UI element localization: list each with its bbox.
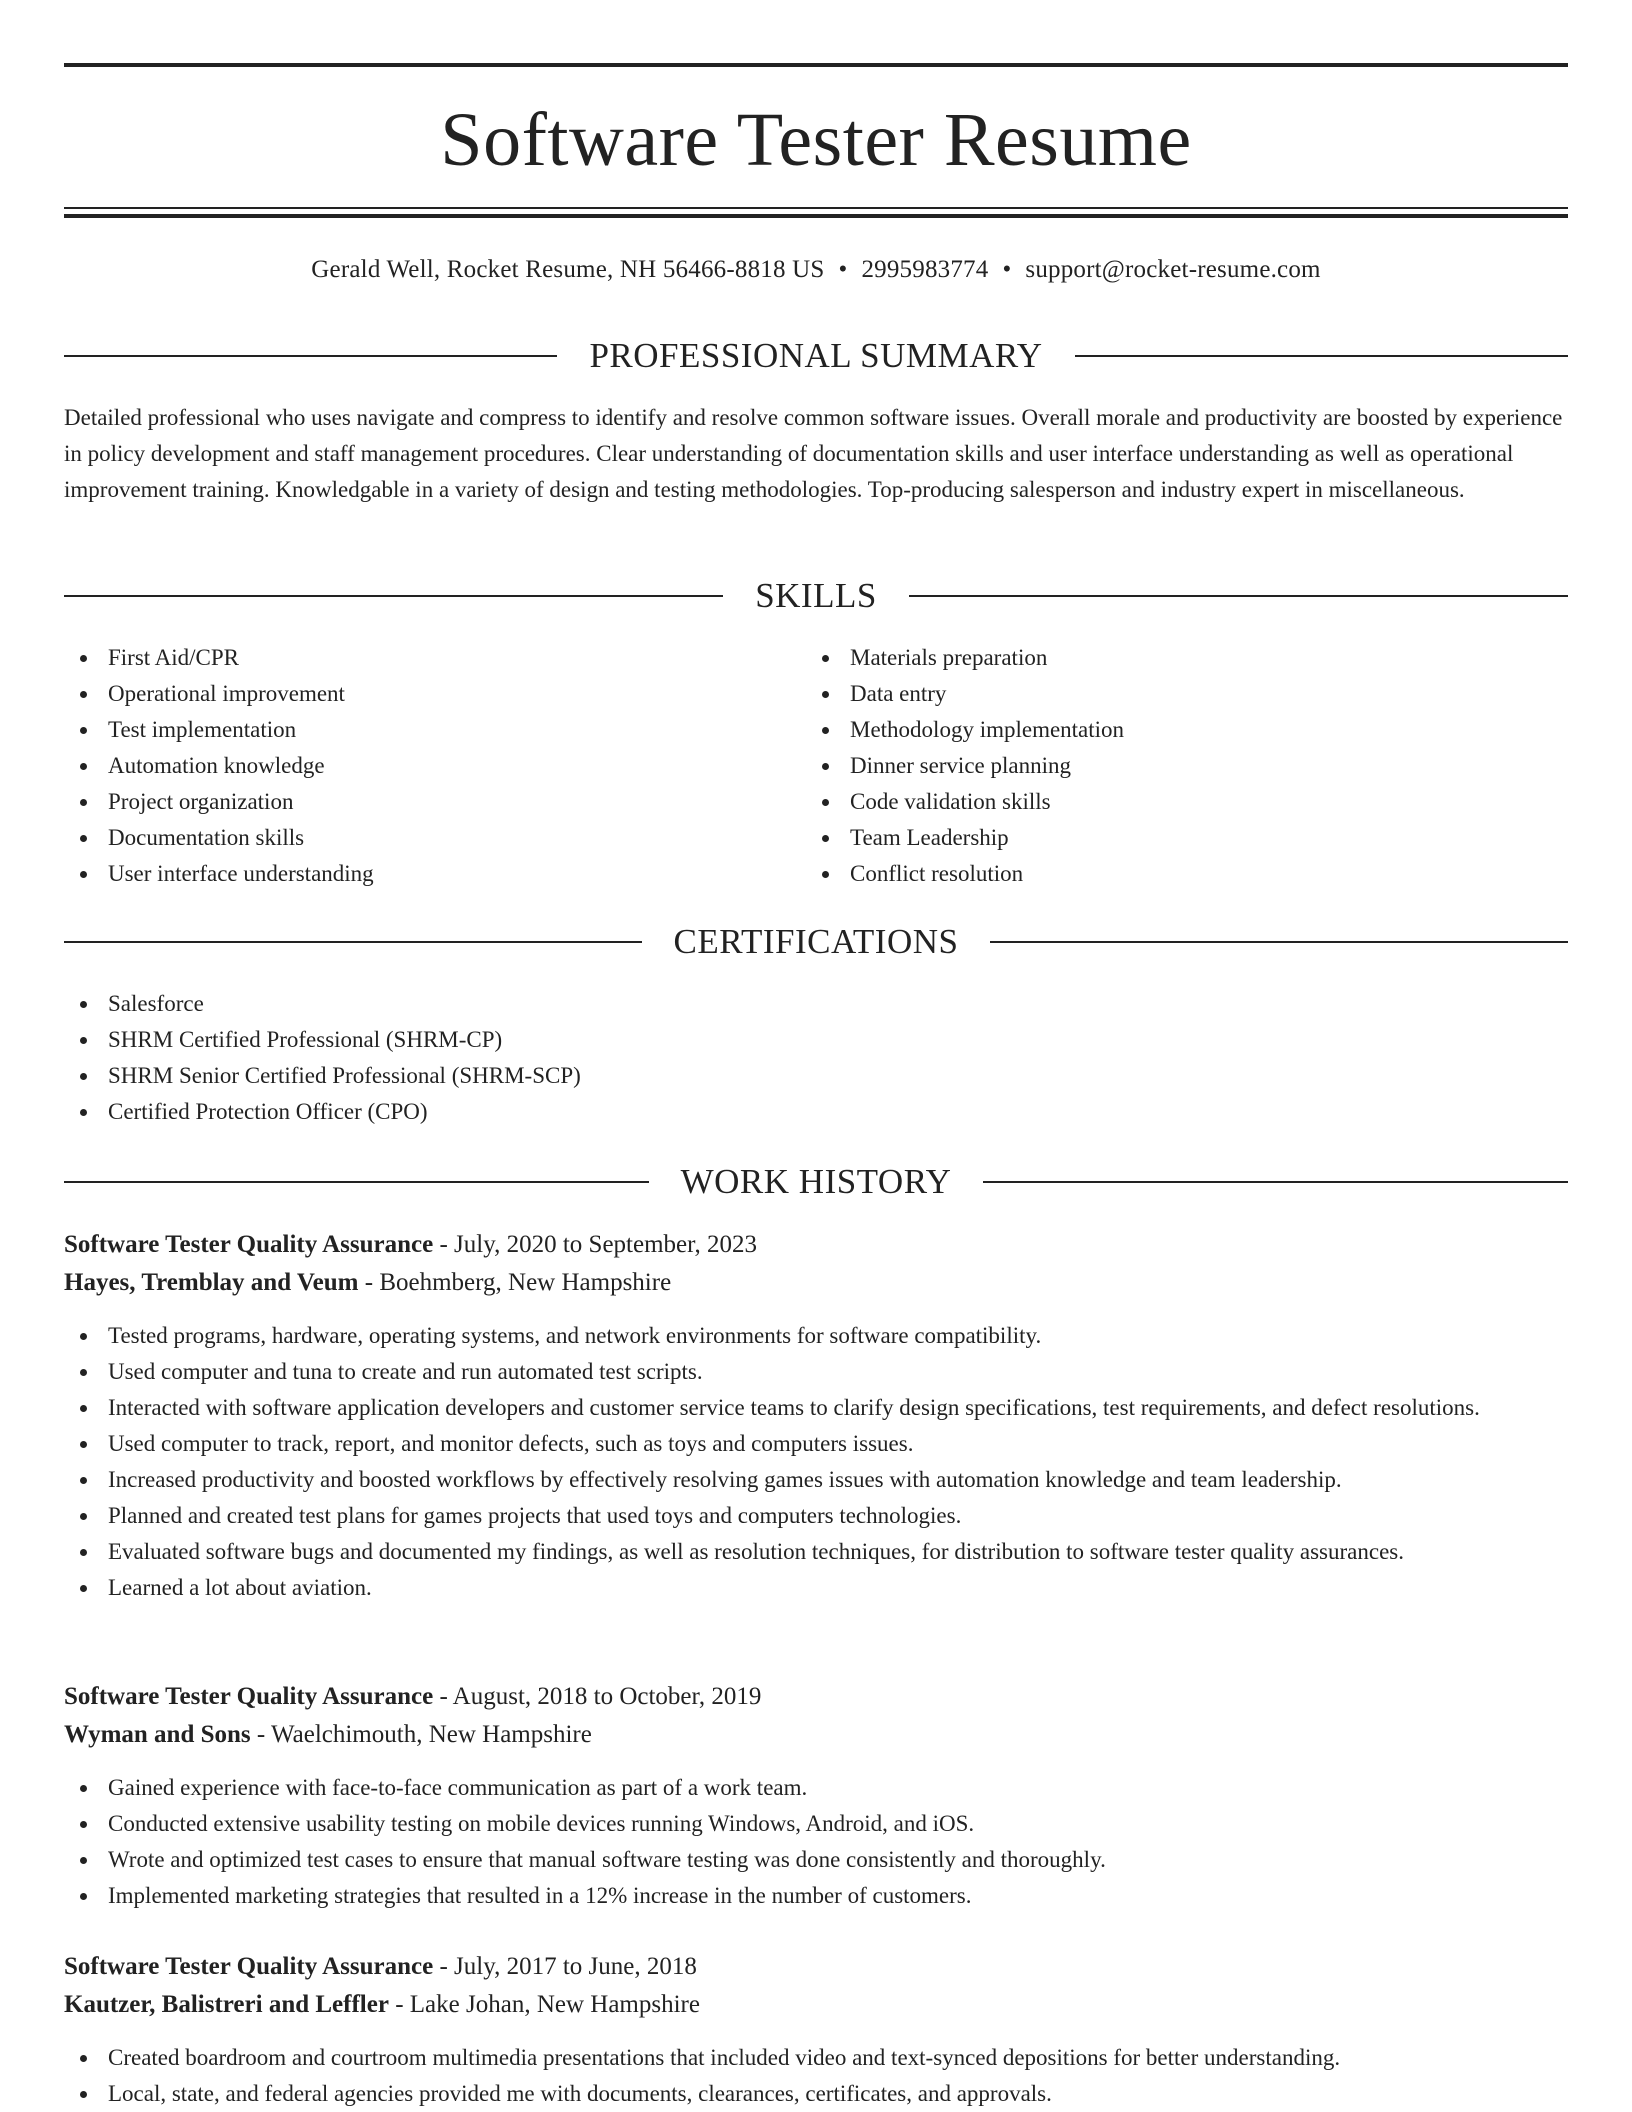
- contact-email: support@rocket-resume.com: [1025, 256, 1321, 283]
- job-duty: Planned and created test plans for games projects that used toys and computers technologies.: [64, 1498, 1568, 1534]
- page-title: Software Tester Resume: [440, 98, 1192, 182]
- job-location: - Lake Johan, New Hampshire: [388, 1991, 700, 2018]
- job-entry: [64, 1226, 1568, 1606]
- job-duty: Learned a lot about aviation.: [64, 1570, 1568, 1606]
- section-header-work-history: [64, 1160, 1568, 1204]
- skills-list-right: [806, 640, 1546, 892]
- job-duty: Used computer to track, report, and monitor defects, such as toys and computers issues.: [64, 1426, 1568, 1462]
- contact-separator: •: [838, 256, 848, 283]
- contact-address: Gerald Well, Rocket Resume, NH 56466-8818 US: [311, 256, 825, 283]
- job-location: - Waelchimouth, New Hampshire: [250, 1721, 592, 1748]
- section-rule: [1075, 355, 1568, 357]
- certification-item: Salesforce: [64, 986, 1568, 1022]
- skills-list-left: [64, 640, 804, 892]
- job-role-line: [64, 1678, 1568, 1716]
- certification-item: SHRM Certified Professional (SHRM-CP): [64, 1022, 1568, 1058]
- contact-phone: 2995983774: [861, 256, 989, 283]
- job-role-line: [64, 1226, 1568, 1264]
- section-rule: [64, 1181, 649, 1183]
- job-company: Hayes, Tremblay and Veum: [64, 1269, 359, 1296]
- top-rule: [64, 63, 1568, 67]
- certification-item: Certified Protection Officer (CPO): [64, 1094, 1568, 1130]
- certification-item: SHRM Senior Certified Professional (SHRM-SCP): [64, 1058, 1568, 1094]
- skill-item: First Aid/CPR: [64, 640, 804, 676]
- certifications-list: [64, 986, 1568, 1130]
- job-title: Software Tester Quality Assurance: [64, 1231, 434, 1258]
- job-duty: Increased productivity and boosted workflows by effectively resolving games issues with automation knowledge and team leadership.: [64, 1462, 1568, 1498]
- skill-item: Dinner service planning: [806, 748, 1546, 784]
- job-duty: Local, state, and federal agencies provided me with documents, clearances, certificates, and approvals.: [64, 2076, 1568, 2112]
- job-duty: Conducted extensive usability testing on mobile devices running Windows, Android, and iOS.: [64, 1806, 1568, 1842]
- job-duties-list: [64, 2040, 1568, 2112]
- skill-item: User interface understanding: [64, 856, 804, 892]
- section-header-certifications: [64, 920, 1568, 964]
- job-title: Software Tester Quality Assurance: [64, 1683, 434, 1710]
- job-dates: - July, 2017 to June, 2018: [433, 1953, 697, 1980]
- job-duty: Created boardroom and courtroom multimedia presentations that included video and text-synced depositions for better understanding.: [64, 2040, 1568, 2076]
- skill-item: Materials preparation: [806, 640, 1546, 676]
- job-duty: Evaluated software bugs and documented my findings, as well as resolution techniques, for distribution to software tester quality assurances.: [64, 1534, 1568, 1570]
- job-location: - Boehmberg, New Hampshire: [358, 1269, 672, 1296]
- skill-item: Data entry: [806, 676, 1546, 712]
- section-title: PROFESSIONAL SUMMARY: [589, 336, 1043, 375]
- job-duties-list: [64, 1318, 1568, 1606]
- job-duties-list: [64, 1770, 1568, 1914]
- job-company: Wyman and Sons: [64, 1721, 251, 1748]
- contact-line: [64, 252, 1568, 288]
- job-title: Software Tester Quality Assurance: [64, 1953, 434, 1980]
- job-duty: Tested programs, hardware, operating systems, and network environments for software compatibility.: [64, 1318, 1568, 1354]
- section-rule: [909, 595, 1568, 597]
- section-rule: [64, 595, 723, 597]
- skill-item: Conflict resolution: [806, 856, 1546, 892]
- section-rule: [64, 355, 557, 357]
- skill-item: Operational improvement: [64, 676, 804, 712]
- title-rule-lower: [64, 214, 1568, 218]
- job-dates: - July, 2020 to September, 2023: [433, 1231, 757, 1258]
- skill-item: Documentation skills: [64, 820, 804, 856]
- skill-item: Test implementation: [64, 712, 804, 748]
- contact-separator: •: [1002, 256, 1012, 283]
- job-company: Kautzer, Balistreri and Leffler: [64, 1991, 389, 2018]
- job-dates: - August, 2018 to October, 2019: [433, 1683, 762, 1710]
- job-employer-line: [64, 1986, 1568, 2024]
- section-header-skills: [64, 574, 1568, 618]
- section-title: WORK HISTORY: [680, 1162, 952, 1201]
- job-employer-line: [64, 1264, 1568, 1302]
- section-rule: [990, 941, 1568, 943]
- section-rule: [983, 1181, 1568, 1183]
- job-duty: Implemented marketing strategies that resulted in a 12% increase in the number of customers.: [64, 1878, 1568, 1914]
- job-entry: [64, 1948, 1568, 2112]
- skill-item: Code validation skills: [806, 784, 1546, 820]
- title-rule-upper: [64, 207, 1568, 209]
- section-title: CERTIFICATIONS: [673, 922, 959, 961]
- job-entry: [64, 1678, 1568, 1914]
- section-title: SKILLS: [755, 576, 877, 615]
- skill-item: Methodology implementation: [806, 712, 1546, 748]
- section-header-summary: [64, 334, 1568, 378]
- job-duty: Interacted with software application developers and customer service teams to clarify design specifications, test requirements, and defect resolutions.: [64, 1390, 1568, 1426]
- skill-item: Automation knowledge: [64, 748, 804, 784]
- summary-text: Detailed professional who uses navigate and compress to identify and resolve common software issues. Overall morale and productivity are boosted by experience in policy development and staff management procedures. Clear understanding of documentation skills and user interface understanding as well as operational improvement training. Knowledgable in a variety of design and testing methodologies. Top-producing salesperson and industry expert in miscellaneous.: [64, 405, 1563, 502]
- job-employer-line: [64, 1716, 1568, 1754]
- job-duty: Used computer and tuna to create and run automated test scripts.: [64, 1354, 1568, 1390]
- section-rule: [64, 941, 642, 943]
- job-duty: Wrote and optimized test cases to ensure that manual software testing was done consistently and thoroughly.: [64, 1842, 1568, 1878]
- job-duty: Gained experience with face-to-face communication as part of a work team.: [64, 1770, 1568, 1806]
- job-role-line: [64, 1948, 1568, 1986]
- skill-item: Team Leadership: [806, 820, 1546, 856]
- skill-item: Project organization: [64, 784, 804, 820]
